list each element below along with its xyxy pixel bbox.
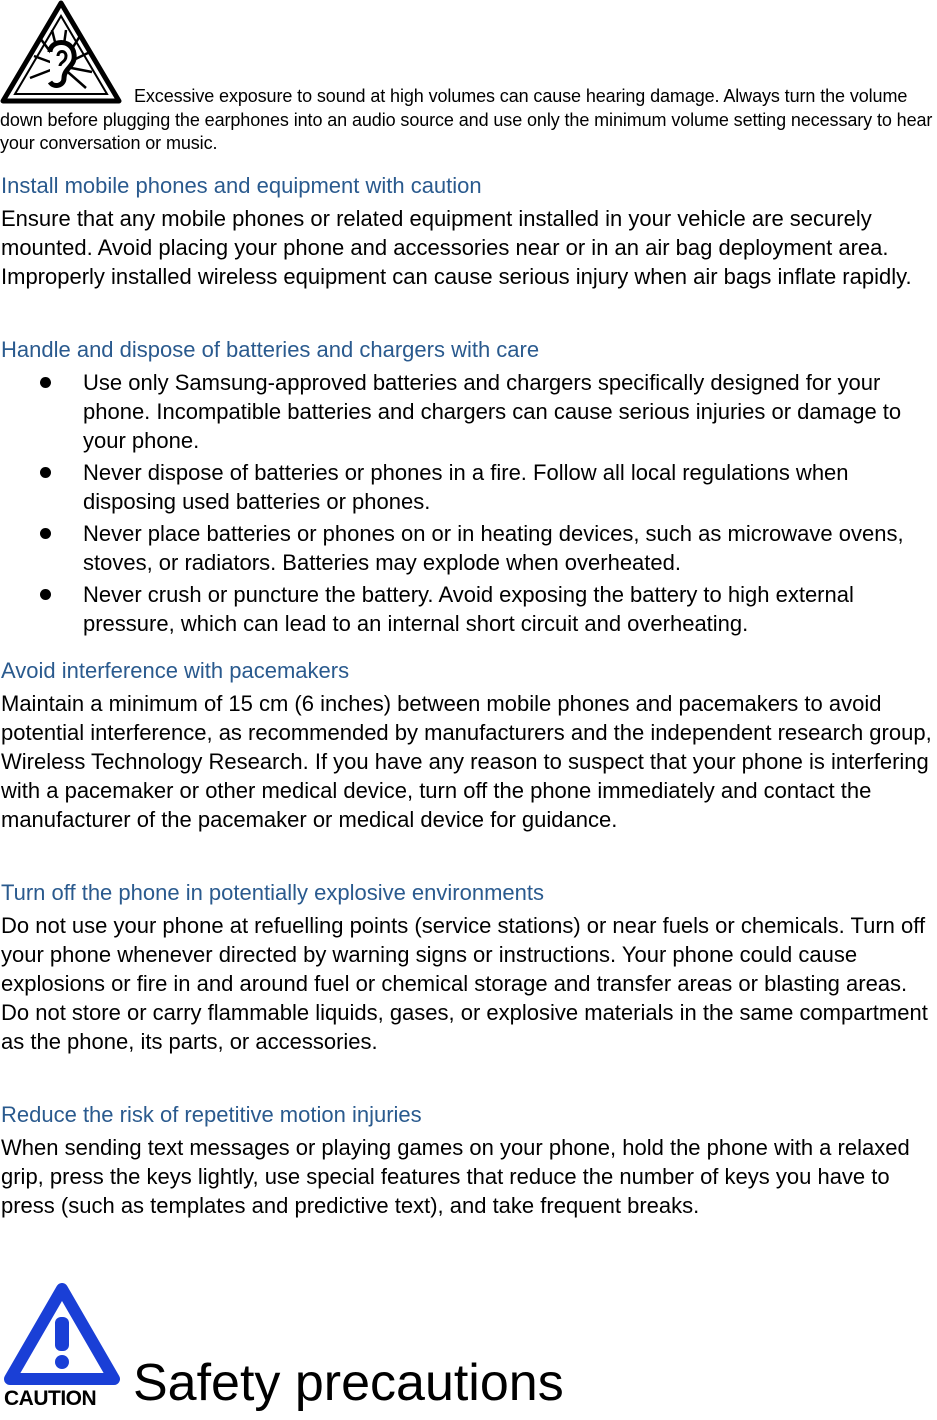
- bullet-icon: [40, 467, 51, 478]
- caution-label: CAUTION: [4, 1387, 97, 1410]
- hearing-damage-warning-icon: [0, 0, 122, 104]
- list-item-text: Use only Samsung-approved batteries and chargers specifically designed for your phone. Incompatible batteries and chargers can cause serious injuries or damage to your phone.: [83, 370, 902, 453]
- list-item: [1, 458, 936, 516]
- section-heading: Handle and dispose of batteries and chargers with care: [1, 337, 540, 362]
- list-item: [1, 519, 936, 577]
- section-heading: Install mobile phones and equipment with caution: [1, 173, 482, 198]
- bullet-icon: [40, 377, 51, 388]
- section-repetitive: [1, 1100, 936, 1220]
- hearing-warning-text: Excessive exposure to sound at high volumes can cause hearing damage. Always turn the volume down before plugging the earphones into an audio source and use only the minimum volume setting necessary to hear your conversation or music.: [0, 86, 933, 153]
- list-item-text: Never dispose of batteries or phones in a fire. Follow all local regulations when disposing used batteries or phones.: [83, 460, 849, 514]
- section-heading: Turn off the phone in potentially explosive environments: [1, 880, 544, 905]
- list-item-text: Never crush or puncture the battery. Avoid exposing the battery to high external pressure, which can lead to an internal short circuit and overheating.: [83, 582, 854, 636]
- list-item-text: Never place batteries or phones on or in heating devices, such as microwave ovens, stoves, or radiators. Batteries may explode when overheated.: [83, 521, 904, 575]
- section-body: When sending text messages or playing games on your phone, hold the phone with a relaxed grip, press the keys lightly, use special features that reduce the number of keys you have to press (such as templates and predictive text), and take frequent breaks.: [1, 1135, 910, 1218]
- section-heading: Reduce the risk of repetitive motion injuries: [1, 1102, 422, 1127]
- section-install: [1, 171, 936, 291]
- section-pacemakers: [1, 656, 936, 834]
- battery-bullet-list: [1, 368, 936, 638]
- bullet-icon: [40, 528, 51, 539]
- list-item: [1, 580, 936, 638]
- section-body: Do not use your phone at refuelling points (service stations) or near fuels or chemicals. Turn off your phone whenever directed by warning signs or instructions. Your phone could cause explosions or fire in and around fuel or chemical storage and transfer areas or blasting areas. Do not store or carry flammable liquids, gases, or explosive materials in the same compartment as the phone, its parts, or accessories.: [1, 913, 928, 1054]
- list-item: [1, 368, 936, 455]
- section-heading: Avoid interference with pacemakers: [1, 658, 350, 683]
- bullet-icon: [40, 589, 51, 600]
- section-explosive: [1, 878, 936, 1056]
- page-title: Safety precautions: [133, 1354, 564, 1412]
- hearing-warning: [0, 0, 935, 156]
- section-body: Ensure that any mobile phones or related equipment installed in your vehicle are securely mounted. Avoid placing your phone and accessories near or in an air bag deployment area. Improperly installed wireless equipment can cause serious injury when air bags inflate rapidly.: [1, 206, 912, 289]
- section-batteries: [1, 335, 936, 641]
- section-body: Maintain a minimum of 15 cm (6 inches) between mobile phones and pacemakers to avoid potential interference, as recommended by manufacturers and the independent research group, Wireless Technology Research. If you have any reason to suspect that your phone is interfering with a pacemaker or other medical device, turn off the phone immediately and contact the manufacturer of the pacemaker or medical device for guidance.: [1, 691, 932, 832]
- caution-header: [0, 1283, 937, 1420]
